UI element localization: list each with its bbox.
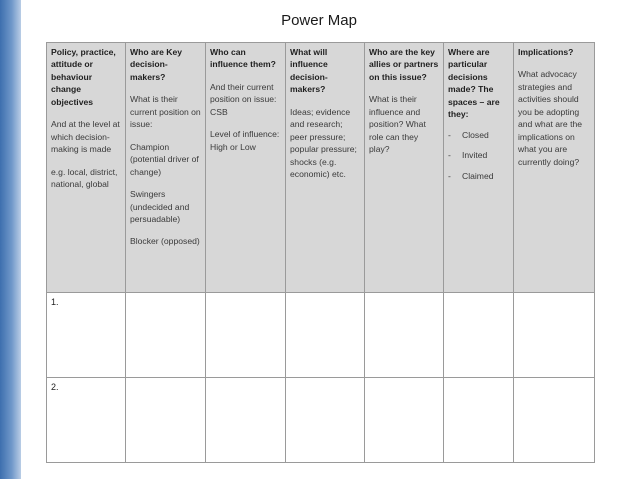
column-note: e.g. local, district, national, global bbox=[51, 166, 118, 190]
table-cell[interactable] bbox=[365, 378, 444, 463]
table-cell[interactable] bbox=[126, 378, 206, 463]
column-note: And their current position on issue: CSB bbox=[210, 81, 277, 117]
table-cell[interactable] bbox=[514, 378, 595, 463]
column-header: Who can influence them? bbox=[210, 47, 276, 70]
column-header: Where are particular decisions made? The spaces – are they: bbox=[448, 47, 500, 120]
column-objectives bbox=[47, 43, 126, 293]
column-header: Who are Key decision-makers? bbox=[130, 47, 183, 82]
column-what-influences bbox=[286, 43, 365, 293]
row-number: 1. bbox=[51, 297, 59, 307]
table-row bbox=[47, 378, 595, 463]
table-cell[interactable] bbox=[286, 378, 365, 463]
column-allies bbox=[365, 43, 444, 293]
column-header: What will influence decision-makers? bbox=[290, 47, 328, 95]
column-note: Champion (potential driver of change) bbox=[130, 141, 199, 177]
column-header: Who are the key allies or partners on this issue? bbox=[369, 47, 439, 82]
column-header: Policy, practice, attitude or behaviour change objectives bbox=[51, 47, 116, 107]
table-cell[interactable] bbox=[286, 293, 365, 378]
column-decision-spaces bbox=[444, 43, 514, 293]
page-title: Power Map bbox=[281, 12, 357, 29]
header-row bbox=[47, 43, 595, 293]
table-cell[interactable] bbox=[514, 293, 595, 378]
table-cell[interactable] bbox=[365, 293, 444, 378]
column-note: Blocker (opposed) bbox=[130, 236, 200, 247]
column-note: Ideas; evidence and research; peer pressure; popular pressure; shocks (e.g. economic) etc. bbox=[290, 106, 357, 180]
table-row bbox=[47, 293, 595, 378]
power-map-table bbox=[46, 42, 595, 463]
table-cell[interactable] bbox=[444, 293, 514, 378]
column-note: What advocacy strategies and activities should you be adopting and what are the implications on what you are currently doing? bbox=[518, 69, 583, 167]
table-cell[interactable] bbox=[444, 378, 514, 463]
table-cell[interactable] bbox=[206, 293, 286, 378]
table-cell[interactable] bbox=[206, 378, 286, 463]
column-influencers bbox=[206, 43, 286, 293]
bullet-item: - Closed bbox=[448, 129, 489, 140]
row-number: 2. bbox=[51, 382, 59, 392]
row-number-cell[interactable] bbox=[47, 378, 126, 463]
column-note: Swingers (undecided and persuadable) bbox=[130, 189, 190, 224]
column-implications bbox=[514, 43, 595, 293]
column-note: Level of influence: High or Low bbox=[210, 129, 280, 152]
bullet-item: - Invited bbox=[448, 150, 488, 161]
bullet-item: - Claimed bbox=[448, 170, 494, 181]
column-note: And at the level at which decision-making is made bbox=[51, 119, 120, 155]
column-header: Implications? bbox=[518, 47, 574, 57]
row-number-cell[interactable] bbox=[47, 293, 126, 378]
column-note: What is their influence and position? What role can they play? bbox=[369, 94, 426, 155]
table-cell[interactable] bbox=[126, 293, 206, 378]
column-decision-makers bbox=[126, 43, 206, 293]
column-note: What is their current position on issue: bbox=[130, 94, 201, 130]
slide-left-accent-bar bbox=[0, 0, 21, 479]
